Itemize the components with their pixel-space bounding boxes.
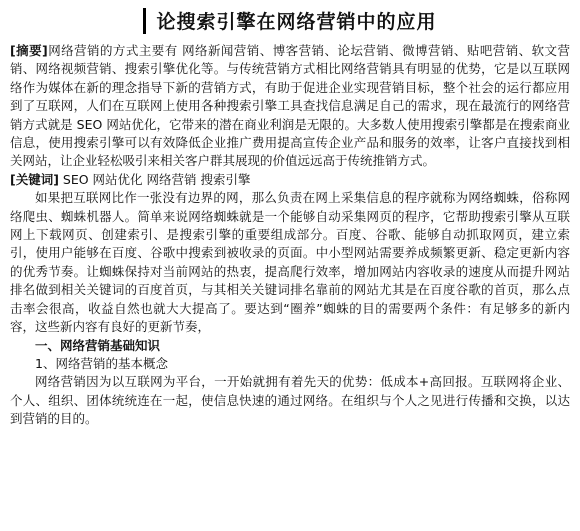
section-heading: 一、网络营销基础知识 [35,337,161,353]
section-paragraph: 网络营销因为以互联网为平台，一开始就拥有着先天的优势：低成本+高回报。互联网将企业、个人、组织、团体统统连在一起，使信息快速的通过网络。在组织与个人之见进行传播和交换，以达到营销的目的。 [10,374,570,427]
keywords-text: SEO 网站优化 网络营销 搜索引擎 [58,171,251,187]
subsection-heading: 1、网络营销的基本概念 [35,355,168,371]
abstract-paragraph [10,42,570,171]
title-row [10,5,570,36]
abstract-label: [摘要] [10,43,48,58]
article-title: 论搜索引擎在网络营销中的应用 [156,11,437,33]
abstract-text: 网络营销的方式主要有 网络新闻营销、博客营销、论坛营销、微博营销、贴吧营销、软文营销、网络视频营销、搜索引擎优化等。与传统营销方式相比网络营销具有明显的优势，它是以互联网络作为媒体在新的理念指导下新的营销方式，有助于促进企业实现营销目标，整个社会的运行都应用到了互联网，人们在互联网上使用各种搜索引擎工具查找信息满足自己的需求，现在最流行的网络营销方式就是 SEO 网站优化，它带来的潜在商业利润是无限的。大多数人使用搜索引擎都是在搜索商业信息，使用搜索引擎可以有效降低企业推广费用提高宣传企业产品和服务的效率，让客户直接找到相关网站，让企业轻松吸引来相关客户群其展现的价值远远高于传统推销方式。 [10,43,570,169]
keywords-label: [关键词] [10,171,59,187]
keywords-paragraph [10,171,570,189]
body-paragraph: 如果把互联网比作一张没有边界的网，那么负责在网上采集信息的程序就称为网络蜘蛛，俗称网络爬虫、蜘蛛机器人。简单来说网络蜘蛛就是一个能够自动采集网页的程序，它帮助搜索引擎从互联网上下载网页、创建索引、是搜索引擎的重要组成部分。百度、谷歌、能够自动抓取网页，建立索引，使用户能够在百度、谷歌中搜索到被收录的页面。中小型网站需要养成频繁更新、稳定更新内容的优秀节奏。让蜘蛛保持对当前网站的热衷，提高爬行效率，增加网站内容收录的速度从而提升网站排名做到相关关键词的百度首页，与其相关关键词排名靠前的网站尤其是在百度谷歌的首页，那么点击率会很高，收益自然也就大大提高了。要达到“圈养”蜘蛛的目的需要两个条件：有足够多的新内容，这些新内容有良好的更新节奏， [10,190,570,335]
title-divider-bar [143,8,146,34]
